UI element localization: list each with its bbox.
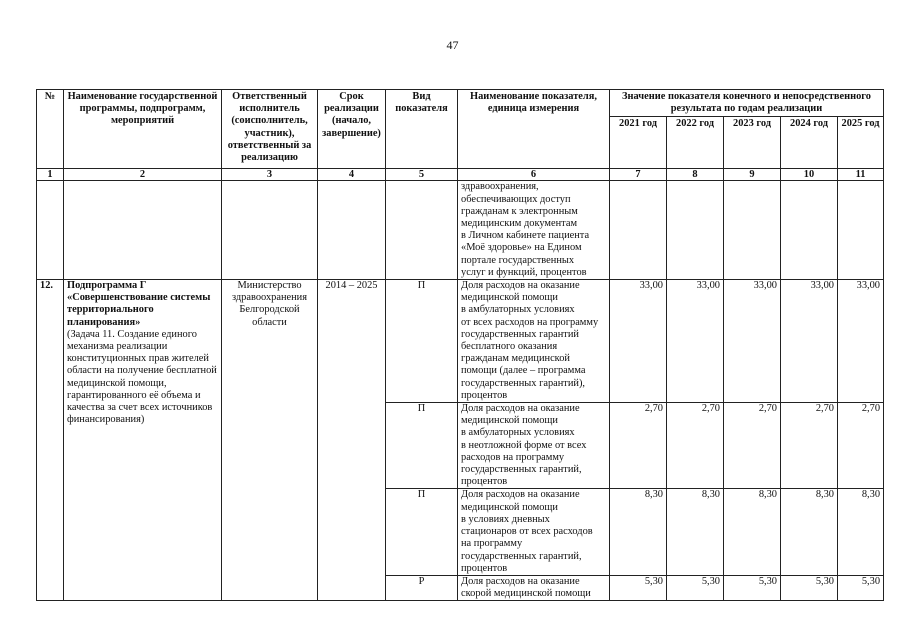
- indicator-value: 33,00: [667, 280, 724, 403]
- header-kind: Вид показателя: [386, 90, 458, 169]
- indicator-kind: Р: [386, 575, 458, 600]
- indicator-value: 5,30: [838, 575, 884, 600]
- column-number: 11: [838, 169, 884, 181]
- indicator-value: 33,00: [610, 280, 667, 403]
- header-year-2025: 2025 год: [838, 117, 884, 169]
- indicator-value: 8,30: [667, 489, 724, 575]
- table-row: [37, 280, 884, 403]
- indicator-value: 2,70: [610, 403, 667, 489]
- program-title: Подпрограмма Г «Совершенствование системы территориального планирования»: [67, 280, 211, 328]
- header-year-2023: 2023 год: [724, 117, 781, 169]
- header-no: №: [37, 90, 64, 169]
- column-number: 6: [458, 169, 610, 181]
- page-number: 47: [446, 38, 459, 52]
- column-number: 3: [222, 169, 318, 181]
- column-number: 4: [318, 169, 386, 181]
- indicator-value: 8,30: [724, 489, 781, 575]
- indicator-kind: П: [386, 280, 458, 403]
- header-term: Срок реализации (начало, завершение): [318, 90, 386, 169]
- header-indicator: Наименование показателя, единица измерения: [458, 90, 610, 169]
- header-year-2024: 2024 год: [781, 117, 838, 169]
- program-number: 12.: [37, 280, 64, 601]
- indicator-value: 2,70: [838, 403, 884, 489]
- program-description: (Задача 11. Создание единого механизма реализации конституционных прав жителей области на получение бесплатной медицинской помощи, гарантированного её объема и качества за счет всех источников финансирования): [67, 328, 217, 426]
- indicator-value: 2,70: [724, 403, 781, 489]
- continuation-row: [37, 181, 884, 280]
- indicator-kind: П: [386, 489, 458, 575]
- column-number: 9: [724, 169, 781, 181]
- header-responsible: Ответственный исполнитель (соисполнитель, участник), ответственный за реализацию: [222, 90, 318, 169]
- header-values-group: Значение показателя конечного и непосредственного результата по годам реализации: [610, 90, 884, 117]
- indicator-name: Доля расходов на оказание скорой медицинской помощи: [458, 575, 610, 600]
- column-number: 5: [386, 169, 458, 181]
- program-name-cell: [64, 280, 222, 601]
- indicator-value: 8,30: [610, 489, 667, 575]
- indicator-name: Доля расходов на оказание медицинской помощи в амбулаторных условиях в неотложной форме от всех расходов на программу государственных гарантий, процентов: [458, 403, 610, 489]
- program-responsible: Министерство здравоохранения Белгородской области: [222, 280, 318, 601]
- indicator-value: 2,70: [781, 403, 838, 489]
- indicator-kind: П: [386, 403, 458, 489]
- indicator-value: 5,30: [724, 575, 781, 600]
- indicator-value: 8,30: [838, 489, 884, 575]
- column-number: 1: [37, 169, 64, 181]
- column-number: 10: [781, 169, 838, 181]
- indicators-table: [36, 89, 884, 601]
- indicator-value: 8,30: [781, 489, 838, 575]
- program-term: 2014 – 2025: [318, 280, 386, 601]
- indicator-value: 5,30: [667, 575, 724, 600]
- column-number: 7: [610, 169, 667, 181]
- column-number: 2: [64, 169, 222, 181]
- indicator-value: 33,00: [838, 280, 884, 403]
- header-year-2022: 2022 год: [667, 117, 724, 169]
- header-year-2021: 2021 год: [610, 117, 667, 169]
- indicator-value: 5,30: [610, 575, 667, 600]
- column-number-row: [37, 169, 884, 181]
- column-number: 8: [667, 169, 724, 181]
- indicator-value: 33,00: [724, 280, 781, 403]
- indicator-value: 5,30: [781, 575, 838, 600]
- indicator-value: 2,70: [667, 403, 724, 489]
- indicator-name: Доля расходов на оказание медицинской помощи в условиях дневных стационаров от всех расходов на программу государственных гарантий, процентов: [458, 489, 610, 575]
- indicator-value: 33,00: [781, 280, 838, 403]
- header-name: Наименование государственной программы, подпрограмм, мероприятий: [64, 90, 222, 169]
- continuation-indicator: здравоохранения, обеспечивающих доступ гражданам к электронным медицинским документам в Личном кабинете пациента «Моё здоровье» на Едином портале государственных услуг и функций, процентов: [458, 181, 610, 280]
- indicator-name: Доля расходов на оказание медицинской помощи в амбулаторных условиях от всех расходов на программу государственных гарантий бесплатного оказания гражданам медицинской помощи (далее – программа государственных гарантий), процентов: [458, 280, 610, 403]
